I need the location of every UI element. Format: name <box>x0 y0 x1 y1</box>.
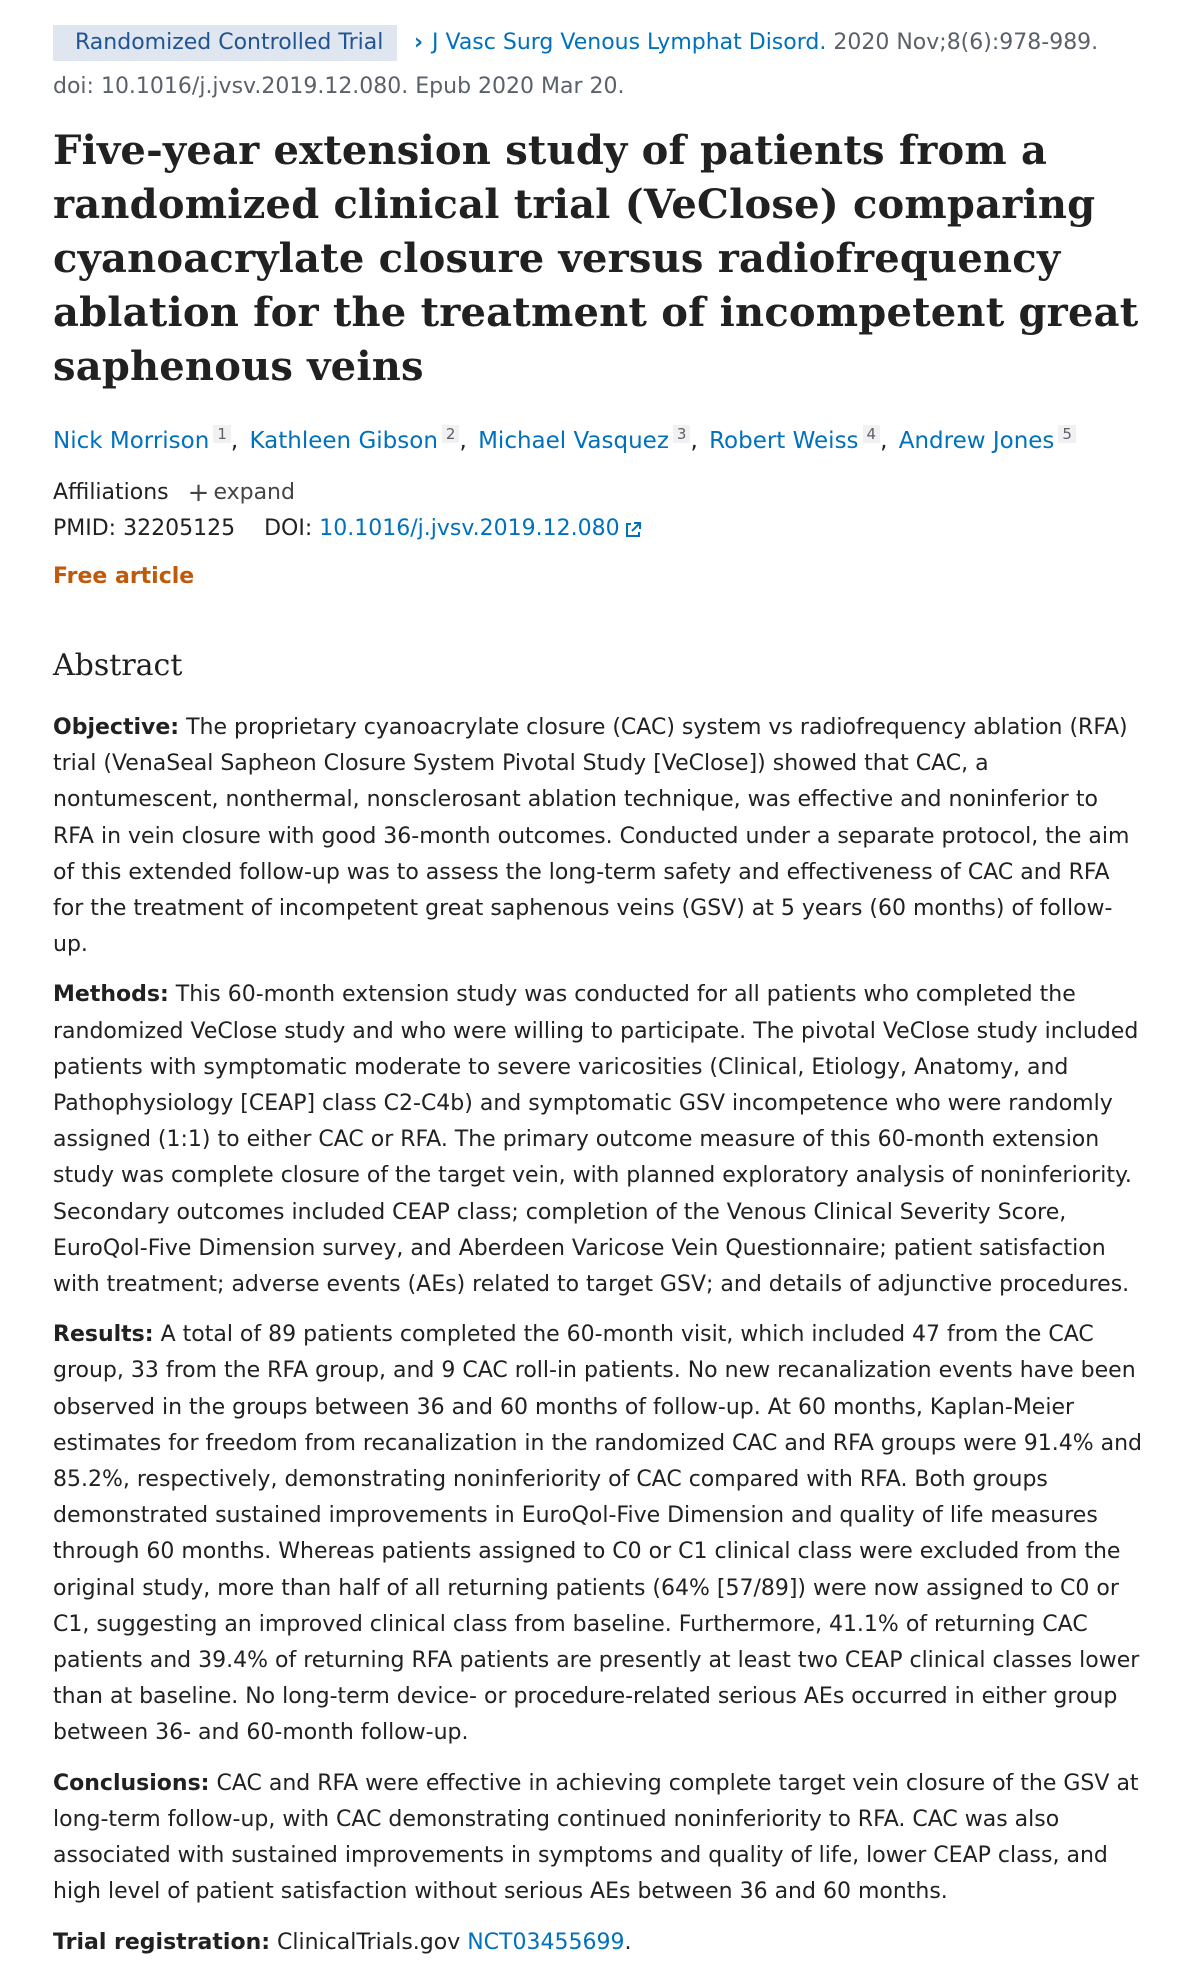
external-link-icon <box>625 522 641 538</box>
objective-label: Objective: <box>53 715 180 740</box>
chevron-right-icon: › <box>414 30 424 55</box>
pmid-label: PMID: <box>53 516 117 541</box>
objective-text: The proprietary cyanoacrylate closure (CAC) system vs radiofrequency ablation (RFA) trial (VenaSeal Sapheon Closure System Pivotal Study [VeClose]) showed that CAC, a nontumescent, nonthermal, nonsclerosant ablation technique, was effective and noninferior to RFA in vein closure with good 36-month outcomes. Conducted under a separate protocol, the aim of this extended follow-up was to assess the long-term safety and effectiveness of CAC and RFA for the treatment of incompetent great saphenous veins (GSV) at 5 years (60 months) of follow-up. <box>53 715 1130 958</box>
article-meta <box>53 476 1080 548</box>
affiliations-label: Affiliations <box>53 480 169 505</box>
author-affiliation-ref[interactable]: 5 <box>1058 425 1076 443</box>
pmid-value: 32205125 <box>123 516 236 541</box>
publication-type-badge: Randomized Controlled Trial <box>53 25 397 61</box>
plus-icon: + <box>187 478 210 508</box>
doi-link[interactable]: 10.1016/j.jvsv.2019.12.080 <box>319 516 640 541</box>
methods-label: Methods: <box>53 982 169 1008</box>
journal-link[interactable]: J Vasc Surg Venous Lymphat Disord. <box>432 30 827 55</box>
authors-list: Nick Morrison $^1$ , Kathleen Gibson $^2$ , Michael Vasquez $^3$ , Robert Weiss $^4$ , Andrew Jones $^5$ <box>53 423 1080 459</box>
conclusions-text: CAC and RFA were effective in achieving complete target vein closure of the GSV at long-term follow-up, with CAC demonstrating continued noninferiority to RFA. CAC was also associated with sustained improvements in symptoms and quality of life, lower CEAP class, and high level of patient satisfaction without serious AEs between 36 and 60 months. <box>53 1770 1139 1905</box>
trial-registry: ClinicalTrials.gov <box>277 1929 461 1955</box>
journal-citation <box>414 24 1098 62</box>
abstract-heading: Abstract <box>53 648 183 683</box>
author-link[interactable]: Andrew Jones <box>898 428 1055 454</box>
conclusions-label: Conclusions: <box>53 1770 210 1796</box>
abstract-conclusions <box>53 1766 1143 1911</box>
abstract-results <box>53 1317 1143 1751</box>
doi-epub-line: doi: 10.1016/j.jvsv.2019.12.080. Epub 2020 Mar 20. <box>53 74 625 99</box>
author-link[interactable]: Robert Weiss <box>709 428 859 454</box>
journal-date-volume: 2020 Nov;8(6):978-989. <box>833 30 1099 55</box>
affiliations-expand-button[interactable]: + expand <box>187 478 295 508</box>
author-link[interactable]: Michael Vasquez <box>478 428 669 454</box>
author-link[interactable]: Kathleen Gibson <box>249 428 438 454</box>
author-affiliation-ref[interactable]: 2 <box>442 425 460 443</box>
results-label: Results: <box>53 1322 154 1348</box>
methods-text: This 60-month extension study was conducted for all patients who completed the randomized VeClose study and who were willing to participate. The pivotal VeClose study included patients with symptomatic moderate to severe varicosities (Clinical, Etiology, Anatomy, and Pathophysiology [CEAP] class C2-C4b) and symptomatic GSV incompetence who were randomly assigned (1:1) to either CAC or RFA. The primary outcome measure of this 60-month extension study was complete closure of the target vein, with planned exploratory analysis of noninferiority. Secondary outcomes included CEAP class; completion of the Venous Clinical Severity Score, EuroQol-Five Dimension survey, and Aberdeen Varicose Vein Questionnaire; patient satisfaction with treatment; adverse events (AEs) related to target GSV; and details of adjunctive procedures. <box>53 982 1139 1298</box>
trial-registration-label: Trial registration: <box>53 1929 271 1955</box>
results-text: A total of 89 patients completed the 60-month visit, which included 47 from the CAC group, 33 from the RFA group, and 9 CAC roll-in patients. No new recanalization events have been observed in the groups between 36 and 60 months of follow-up. At 60 months, Kaplan-Meier estimates for freedom from recanalization in the randomized CAC and RFA groups were 91.4% and 85.2%, respectively, demonstrating noninferiority of CAC compared with RFA. Both groups demonstrated sustained improvements in EuroQol-Five Dimension and quality of life measures through 60 months. Whereas patients assigned to C0 or C1 clinical class were excluded from the original study, more than half of all returning patients (64% [57/89]) were now assigned to C0 or C1, suggesting an improved clinical class from baseline. Furthermore, 41.1% of returning CAC patients and 39.4% of returning RFA patients are presently at least two CEAP clinical classes lower than at baseline. No long-term device- or procedure-related serious AEs occurred in either group between 36- and 60-month follow-up. <box>53 1322 1142 1746</box>
identifiers-row <box>53 512 1080 548</box>
abstract-methods <box>53 977 1143 1303</box>
affiliations-row <box>53 476 1080 512</box>
abstract-trial-registration: Trial registration: ClinicalTrials.gov NCT03455699. <box>53 1929 632 1955</box>
article-title: Five-year extension study of patients from a randomized clinical trial (VeClose) comparing cyanoacrylate closure versus radiofrequency ablation for the treatment of incompetent great saphenous veins <box>53 127 1139 390</box>
trial-id-link[interactable]: NCT03455699 <box>467 1929 625 1955</box>
abstract-objective <box>53 710 1143 963</box>
author-affiliation-ref[interactable]: 1 <box>213 425 231 443</box>
author-affiliation-ref[interactable]: 3 <box>673 425 691 443</box>
author-affiliation-ref[interactable]: 4 <box>863 425 881 443</box>
doi-label: DOI: <box>264 516 313 541</box>
author-link[interactable]: Nick Morrison <box>53 428 210 454</box>
free-article-label: Free article <box>53 564 195 589</box>
